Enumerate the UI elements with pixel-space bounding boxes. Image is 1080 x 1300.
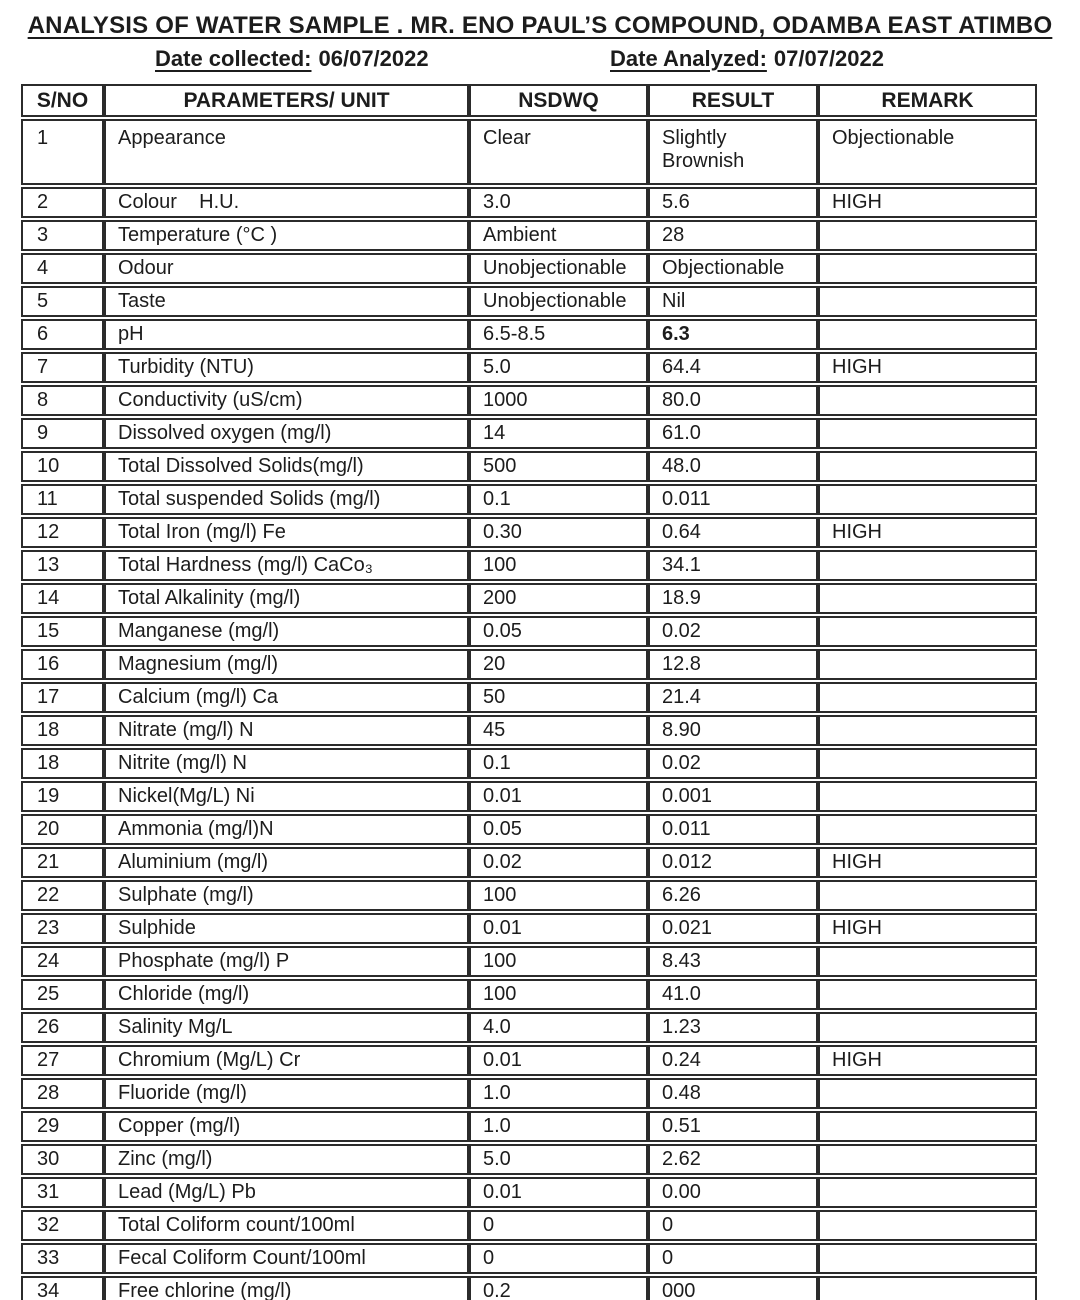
sno-cell: 18	[21, 748, 104, 779]
sno-cell: 15	[21, 616, 104, 647]
sno-cell: 16	[21, 649, 104, 680]
result-cell: Objectionable	[648, 253, 818, 284]
sno-cell: 26	[21, 1012, 104, 1043]
parameter-cell: Lead (Mg/L) Pb	[104, 1177, 469, 1208]
parameter-cell: Total Alkalinity (mg/l)	[104, 583, 469, 614]
header-remark: REMARK	[818, 84, 1037, 117]
sno-cell: 22	[21, 880, 104, 911]
result-cell: 8.90	[648, 715, 818, 746]
sno-cell: 4	[21, 253, 104, 284]
parameter-cell: Turbidity (NTU)	[104, 352, 469, 383]
sno-cell: 30	[21, 1144, 104, 1175]
nsdwq-cell: 100	[469, 979, 648, 1010]
table-row	[21, 119, 1037, 185]
remark-cell	[818, 781, 1037, 812]
table-row	[21, 517, 1037, 548]
sno-cell: 6	[21, 319, 104, 350]
result-cell: 48.0	[648, 451, 818, 482]
remark-cell: HIGH	[818, 187, 1037, 218]
nsdwq-cell: 4.0	[469, 1012, 648, 1043]
remark-cell	[818, 319, 1037, 350]
result-cell: 0.012	[648, 847, 818, 878]
remark-cell	[818, 814, 1037, 845]
table-row	[21, 1012, 1037, 1043]
result-cell: 0.24	[648, 1045, 818, 1076]
result-cell: 0	[648, 1243, 818, 1274]
result-cell: 80.0	[648, 385, 818, 416]
table-row	[21, 187, 1037, 218]
nsdwq-cell: 1.0	[469, 1078, 648, 1109]
remark-cell	[818, 451, 1037, 482]
date-collected-label: Date collected:	[155, 46, 312, 71]
result-cell: 12.8	[648, 649, 818, 680]
result-cell: 0.001	[648, 781, 818, 812]
table-row	[21, 781, 1037, 812]
sno-cell: 19	[21, 781, 104, 812]
parameter-cell: Chromium (Mg/L) Cr	[104, 1045, 469, 1076]
table-row	[21, 979, 1037, 1010]
table-row	[21, 814, 1037, 845]
parameter-cell: Taste	[104, 286, 469, 317]
result-cell: 6.26	[648, 880, 818, 911]
nsdwq-cell: 0.05	[469, 616, 648, 647]
parameter-cell: Calcium (mg/l) Ca	[104, 682, 469, 713]
sno-cell: 24	[21, 946, 104, 977]
nsdwq-cell: 5.0	[469, 1144, 648, 1175]
parameter-cell: Colour H.U.	[104, 187, 469, 218]
nsdwq-cell: 100	[469, 946, 648, 977]
dates-row	[0, 46, 1080, 78]
header-result: RESULT	[648, 84, 818, 117]
parameter-cell: Nitrite (mg/l) N	[104, 748, 469, 779]
table-row	[21, 715, 1037, 746]
table-row	[21, 286, 1037, 317]
remark-cell	[818, 1078, 1037, 1109]
header-nsdwq: NSDWQ	[469, 84, 648, 117]
result-cell: Slightly Brownish	[648, 119, 818, 185]
result-cell: 34.1	[648, 550, 818, 581]
parameter-cell: Temperature (°C )	[104, 220, 469, 251]
nsdwq-cell: 0.01	[469, 781, 648, 812]
result-cell: 5.6	[648, 187, 818, 218]
remark-cell	[818, 682, 1037, 713]
header-sno: S/NO	[21, 84, 104, 117]
remark-cell	[818, 715, 1037, 746]
nsdwq-cell: 0.01	[469, 913, 648, 944]
table-row	[21, 649, 1037, 680]
table-row	[21, 1078, 1037, 1109]
nsdwq-cell: 0.01	[469, 1045, 648, 1076]
sno-cell: 20	[21, 814, 104, 845]
parameter-cell: Magnesium (mg/l)	[104, 649, 469, 680]
parameter-cell: Salinity Mg/L	[104, 1012, 469, 1043]
sno-cell: 8	[21, 385, 104, 416]
sno-cell: 1	[21, 119, 104, 185]
nsdwq-cell: 14	[469, 418, 648, 449]
table-row	[21, 484, 1037, 515]
parameter-cell: Appearance	[104, 119, 469, 185]
result-cell: 41.0	[648, 979, 818, 1010]
remark-cell	[818, 583, 1037, 614]
nsdwq-cell: 500	[469, 451, 648, 482]
date-analyzed-label: Date Analyzed:	[610, 46, 767, 71]
remark-cell	[818, 1177, 1037, 1208]
sno-cell: 21	[21, 847, 104, 878]
page-title: ANALYSIS OF WATER SAMPLE . MR. ENO PAUL’S COMPOUND, ODAMBA EAST ATIMBO	[27, 12, 1053, 39]
table-row	[21, 682, 1037, 713]
result-cell: 1.23	[648, 1012, 818, 1043]
remark-cell	[818, 286, 1037, 317]
remark-cell	[818, 649, 1037, 680]
nsdwq-cell: 0.01	[469, 1177, 648, 1208]
parameter-cell: Total Iron (mg/l) Fe	[104, 517, 469, 548]
parameter-cell: Total Hardness (mg/l) CaCo₃	[104, 550, 469, 581]
result-cell: 64.4	[648, 352, 818, 383]
remark-cell	[818, 1276, 1037, 1300]
nsdwq-cell: 50	[469, 682, 648, 713]
remark-cell	[818, 616, 1037, 647]
parameter-cell: Phosphate (mg/l) P	[104, 946, 469, 977]
result-cell: 0.48	[648, 1078, 818, 1109]
nsdwq-cell: 0.02	[469, 847, 648, 878]
table-row	[21, 1045, 1037, 1076]
remark-cell	[818, 1210, 1037, 1241]
parameter-cell: Total Dissolved Solids(mg/l)	[104, 451, 469, 482]
water-analysis-table	[21, 82, 1037, 1300]
result-cell: 0.02	[648, 748, 818, 779]
nsdwq-cell: 3.0	[469, 187, 648, 218]
result-cell: 000	[648, 1276, 818, 1300]
sno-cell: 25	[21, 979, 104, 1010]
nsdwq-cell: Unobjectionable	[469, 253, 648, 284]
sno-cell: 33	[21, 1243, 104, 1274]
result-cell: 0.00	[648, 1177, 818, 1208]
date-collected	[155, 46, 429, 72]
parameter-cell: Nitrate (mg/l) N	[104, 715, 469, 746]
nsdwq-cell: 100	[469, 550, 648, 581]
sno-cell: 9	[21, 418, 104, 449]
table-row	[21, 748, 1037, 779]
table-header	[21, 84, 1037, 117]
parameter-cell: Dissolved oxygen (mg/l)	[104, 418, 469, 449]
remark-cell	[818, 1012, 1037, 1043]
nsdwq-cell: 0.1	[469, 484, 648, 515]
sno-cell: 32	[21, 1210, 104, 1241]
nsdwq-cell: 45	[469, 715, 648, 746]
table-row	[21, 385, 1037, 416]
result-cell: 61.0	[648, 418, 818, 449]
table-row	[21, 1111, 1037, 1142]
result-cell: 0	[648, 1210, 818, 1241]
table-row	[21, 880, 1037, 911]
result-cell: Nil	[648, 286, 818, 317]
table-row	[21, 1243, 1037, 1274]
result-cell: 0.02	[648, 616, 818, 647]
remark-cell	[818, 253, 1037, 284]
table-row	[21, 451, 1037, 482]
sno-cell: 5	[21, 286, 104, 317]
table-row	[21, 1144, 1037, 1175]
result-cell: 28	[648, 220, 818, 251]
result-cell: 0.011	[648, 484, 818, 515]
nsdwq-cell: Clear	[469, 119, 648, 185]
table-row	[21, 583, 1037, 614]
remark-cell	[818, 220, 1037, 251]
sno-cell: 2	[21, 187, 104, 218]
table-row	[21, 616, 1037, 647]
parameter-cell: Chloride (mg/l)	[104, 979, 469, 1010]
parameter-cell: Odour	[104, 253, 469, 284]
nsdwq-cell: 0.2	[469, 1276, 648, 1300]
table-row	[21, 847, 1037, 878]
remark-cell: HIGH	[818, 517, 1037, 548]
sno-cell: 17	[21, 682, 104, 713]
result-cell: 6.3	[648, 319, 818, 350]
sno-cell: 18	[21, 715, 104, 746]
nsdwq-cell: 0.30	[469, 517, 648, 548]
result-cell: 0.51	[648, 1111, 818, 1142]
sno-cell: 29	[21, 1111, 104, 1142]
remark-cell	[818, 1144, 1037, 1175]
remark-cell	[818, 880, 1037, 911]
result-cell: 0.021	[648, 913, 818, 944]
remark-cell	[818, 946, 1037, 977]
parameter-cell: Total suspended Solids (mg/l)	[104, 484, 469, 515]
parameter-cell: Manganese (mg/l)	[104, 616, 469, 647]
sno-cell: 23	[21, 913, 104, 944]
nsdwq-cell: 20	[469, 649, 648, 680]
parameter-cell: Fluoride (mg/l)	[104, 1078, 469, 1109]
parameter-cell: pH	[104, 319, 469, 350]
nsdwq-cell: 1000	[469, 385, 648, 416]
result-cell: 21.4	[648, 682, 818, 713]
remark-cell	[818, 1243, 1037, 1274]
nsdwq-cell: 0	[469, 1210, 648, 1241]
header-parameter: PARAMETERS/ UNIT	[104, 84, 469, 117]
parameter-cell: Ammonia (mg/l)N	[104, 814, 469, 845]
parameter-cell: Zinc (mg/l)	[104, 1144, 469, 1175]
sno-cell: 27	[21, 1045, 104, 1076]
result-cell: 18.9	[648, 583, 818, 614]
table-row	[21, 253, 1037, 284]
parameter-cell: Conductivity (uS/cm)	[104, 385, 469, 416]
table-row	[21, 1276, 1037, 1300]
table-row	[21, 220, 1037, 251]
nsdwq-cell: 6.5-8.5	[469, 319, 648, 350]
sno-cell: 3	[21, 220, 104, 251]
remark-cell: Objectionable	[818, 119, 1037, 185]
nsdwq-cell: 100	[469, 880, 648, 911]
result-cell: 0.64	[648, 517, 818, 548]
parameter-cell: Total Coliform count/100ml	[104, 1210, 469, 1241]
nsdwq-cell: Unobjectionable	[469, 286, 648, 317]
parameter-cell: Copper (mg/l)	[104, 1111, 469, 1142]
parameter-cell: Sulphate (mg/l)	[104, 880, 469, 911]
nsdwq-cell: 0	[469, 1243, 648, 1274]
remark-cell: HIGH	[818, 847, 1037, 878]
parameter-cell: Aluminium (mg/l)	[104, 847, 469, 878]
parameter-cell: Nickel(Mg/L) Ni	[104, 781, 469, 812]
table-row	[21, 1210, 1037, 1241]
remark-cell	[818, 748, 1037, 779]
sno-cell: 11	[21, 484, 104, 515]
sno-cell: 7	[21, 352, 104, 383]
remark-cell	[818, 418, 1037, 449]
table-row	[21, 418, 1037, 449]
remark-cell: HIGH	[818, 352, 1037, 383]
parameter-cell: Fecal Coliform Count/100ml	[104, 1243, 469, 1274]
result-cell: 0.011	[648, 814, 818, 845]
nsdwq-cell: 200	[469, 583, 648, 614]
sno-cell: 34	[21, 1276, 104, 1300]
sno-cell: 13	[21, 550, 104, 581]
date-analyzed-value: 07/07/2022	[773, 46, 884, 71]
remark-cell: HIGH	[818, 913, 1037, 944]
table-row	[21, 550, 1037, 581]
results-table-body	[21, 119, 1037, 1300]
date-collected-value: 06/07/2022	[318, 46, 429, 71]
result-cell: 8.43	[648, 946, 818, 977]
nsdwq-cell: 1.0	[469, 1111, 648, 1142]
remark-cell	[818, 1111, 1037, 1142]
nsdwq-cell: Ambient	[469, 220, 648, 251]
remark-cell	[818, 484, 1037, 515]
date-analyzed	[610, 46, 884, 72]
parameter-cell: Free chlorine (mg/l)	[104, 1276, 469, 1300]
nsdwq-cell: 5.0	[469, 352, 648, 383]
nsdwq-cell: 0.05	[469, 814, 648, 845]
table-row	[21, 913, 1037, 944]
remark-cell	[818, 385, 1037, 416]
sno-cell: 31	[21, 1177, 104, 1208]
table-row	[21, 352, 1037, 383]
nsdwq-cell: 0.1	[469, 748, 648, 779]
remark-cell: HIGH	[818, 1045, 1037, 1076]
table-row	[21, 946, 1037, 977]
sno-cell: 12	[21, 517, 104, 548]
table-header-row	[21, 84, 1037, 117]
sno-cell: 10	[21, 451, 104, 482]
remark-cell	[818, 979, 1037, 1010]
table-row	[21, 319, 1037, 350]
table-row	[21, 1177, 1037, 1208]
sno-cell: 28	[21, 1078, 104, 1109]
parameter-cell: Sulphide	[104, 913, 469, 944]
result-cell: 2.62	[648, 1144, 818, 1175]
remark-cell	[818, 550, 1037, 581]
sno-cell: 14	[21, 583, 104, 614]
